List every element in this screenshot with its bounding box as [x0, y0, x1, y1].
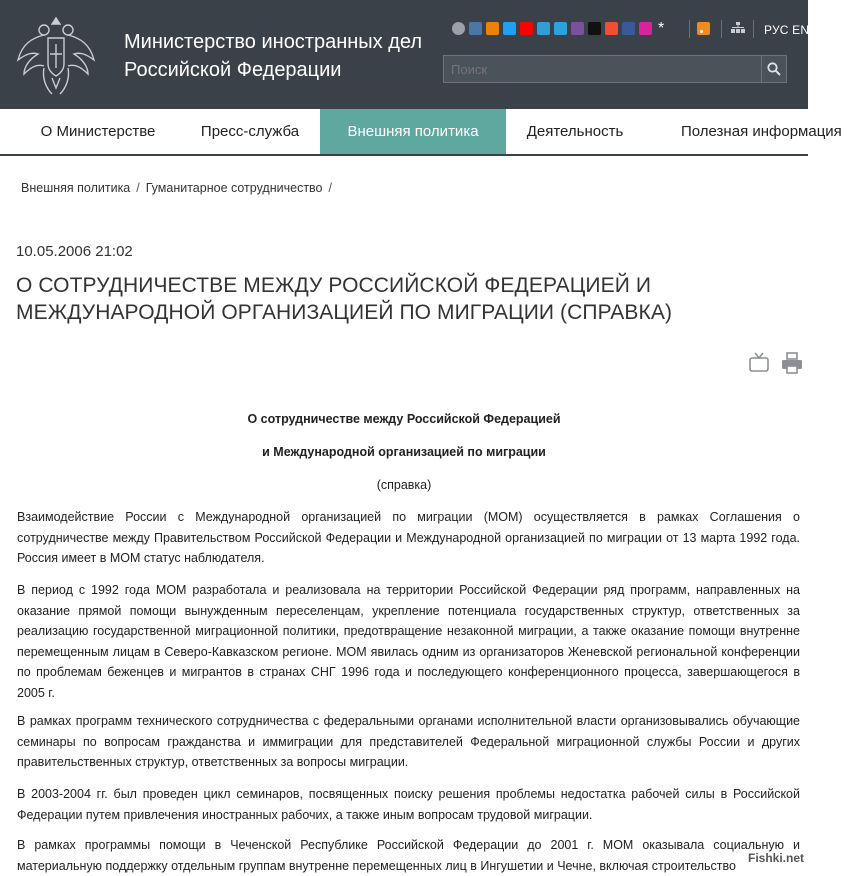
header-divider: [721, 20, 722, 38]
facebook-icon[interactable]: [622, 22, 635, 35]
header-divider: [753, 20, 754, 38]
breadcrumb-link-foreign-policy[interactable]: Внешняя политика: [21, 181, 131, 195]
article-paragraph: В 2003-2004 гг. был проведен цикл семинаров, посвященных поиску решения проблемы недостатка рабочей силы в Российской Федерации путем привлечения иностранных рабочих, а также иным вопросам трудовой миграции.: [17, 787, 800, 822]
article-paragraph: В рамках программы помощи в Чеченской Республике Российской Федерации до 2001 г. МОМ оказывала социальную и материальную поддержку отдельным группам внутренне перемещенных лиц в Ингушетии и Чечне, включая строительство: [17, 838, 800, 873]
nav-item-useful-info[interactable]: Полезная информация: [681, 123, 842, 140]
breadcrumb: [21, 181, 338, 195]
nav-item-activity[interactable]: Деятельность: [526, 123, 624, 140]
livejournal-icon[interactable]: [537, 22, 550, 35]
breadcrumb-separator: /: [136, 181, 140, 195]
watermark: Fishki.net: [747, 851, 804, 865]
twitter-icon[interactable]: [503, 22, 516, 35]
nav-item-ministry[interactable]: О Министерстве: [40, 123, 156, 140]
telegram-icon[interactable]: [554, 22, 567, 35]
vk-icon[interactable]: [469, 22, 482, 35]
language-switcher[interactable]: РУС EN DE: [764, 23, 830, 37]
article-date: 10.05.2006 21:02: [16, 243, 133, 260]
viber-icon[interactable]: [571, 22, 584, 35]
sitemap-icon[interactable]: [731, 22, 745, 34]
print-icon[interactable]: [781, 352, 803, 374]
coat-of-arms-icon[interactable]: [14, 8, 98, 100]
rutube-icon[interactable]: [605, 22, 618, 35]
search-button[interactable]: [761, 55, 787, 83]
breadcrumb-separator: /: [328, 181, 332, 195]
ok-icon[interactable]: [486, 22, 499, 35]
article-paragraph: В период с 1992 года МОМ разработала и реализовала на территории Российской Федерации ряд программ, направленных на оказание прямой помощи вынужденным переселенцам, укрепление потенциала государственных структур, ответственных за реализацию государственной миграционной политики, предотвращение незаконной миграции, а также оказание помощи внутренне перемещенным лицам в Северо-Кавказском регионе. МОМ явилась одним из организаторов Женевской региональной конференции по проблемам беженцев и мигрантов в странах СНГ 1996 года и последующего конференционного процесса, завершающегося в 2005 г.: [17, 583, 800, 700]
search-input[interactable]: [443, 55, 762, 83]
breadcrumb-link-humanitarian[interactable]: Гуманитарное сотрудничество: [145, 181, 323, 195]
document-heading-line1: О сотрудничестве между Российской Федерацией: [247, 412, 561, 426]
rss-icon[interactable]: [697, 22, 710, 35]
main-nav: [0, 109, 842, 156]
more-social-icon[interactable]: *: [658, 20, 665, 37]
site-title[interactable]: [124, 28, 422, 84]
article-paragraph: Взаимодействие России с Международной организацией по миграции (МОМ) осуществляется в рамках Соглашения о сотрудничестве между Правительством Российской Федерации и Международной организацией по миграции от 13 марта 1992 года. Россия имеет в МОМ статус наблюдателя.: [17, 510, 800, 565]
page-title: О СОТРУДНИЧЕСТВЕ МЕЖДУ РОССИЙСКОЙ ФЕДЕРАЦИЕЙ И МЕЖДУНАРОДНОЙ ОРГАНИЗАЦИЕЙ ПО МИГРАЦИИ (СПРАВКА): [16, 274, 673, 324]
article-paragraph: В рамках программ технического сотрудничества с федеральными органами исполнительной власти организовывались обучающие семинары по вопросам гражданства и иммиграции для представителей Федеральной миграционной службы России и других правительственных структур, ответственных за вопросы миграции.: [17, 714, 800, 769]
tv-icon[interactable]: [748, 352, 770, 374]
search-icon: [767, 62, 781, 76]
nav-item-foreign-policy[interactable]: Внешняя политика: [320, 109, 506, 154]
social-links: [452, 22, 664, 35]
site-title-line1: Министерство иностранных дел: [124, 31, 423, 53]
nav-item-press[interactable]: Пресс-служба: [200, 123, 300, 140]
youtube-icon[interactable]: [520, 22, 533, 35]
site-title-line2: Российской Федерации: [124, 59, 342, 81]
tiktok-icon[interactable]: [588, 22, 601, 35]
document-heading-line3: (справка): [376, 478, 432, 492]
document-heading-line2: и Международной организацией по миграции: [262, 445, 546, 459]
share-icon[interactable]: [452, 22, 465, 35]
instagram-icon[interactable]: [639, 22, 652, 35]
site-header: [0, 0, 830, 109]
header-divider: [689, 20, 690, 38]
